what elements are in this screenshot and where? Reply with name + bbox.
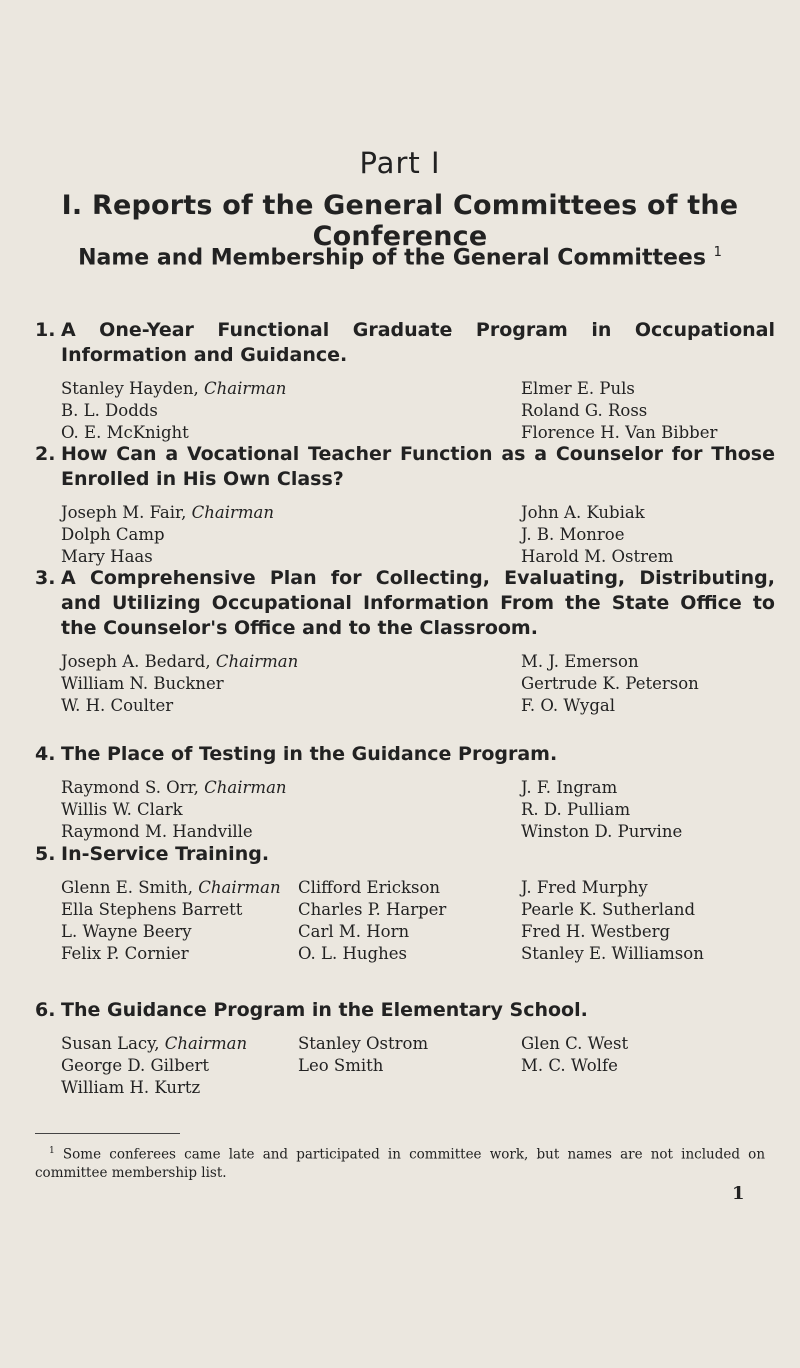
- member-name: Mary Haas: [61, 547, 153, 566]
- member-name: M. J. Emerson: [521, 652, 639, 671]
- chairman-entry: [61, 1033, 247, 1055]
- member-name: B. L. Dodds: [61, 401, 158, 420]
- chairman-role: Chairman: [215, 652, 299, 671]
- page-number: 1: [732, 1183, 745, 1204]
- member-name: W. H. Coulter: [61, 696, 174, 715]
- member-name: Roland G. Ross: [521, 401, 648, 420]
- member-name: Felix P. Cornier: [61, 944, 189, 963]
- member-name: John A. Kubiak: [521, 503, 645, 522]
- member-name: J. Fred Murphy: [521, 878, 648, 897]
- member-name: William N. Buckner: [61, 674, 224, 693]
- member-name: R. D. Pulliam: [521, 800, 631, 819]
- member-name: Willis W. Clark: [61, 800, 183, 819]
- subtitle-footnote-marker: 1: [713, 245, 722, 260]
- chairman-role: Chairman: [164, 1034, 248, 1053]
- chairman-entry: [61, 877, 281, 899]
- section-number: 3.: [35, 567, 56, 589]
- footnote: [35, 1142, 765, 1182]
- subtitle-text: Name and Membership of the General Committees: [78, 245, 706, 271]
- member-name: Pearle K. Sutherland: [521, 900, 696, 919]
- footnote-divider: [35, 1133, 180, 1134]
- section-number: 5.: [35, 843, 56, 865]
- chairman-name: Raymond S. Orr,: [61, 778, 199, 797]
- section-title: A Comprehensive Plan for Collecting, Evaluating, Distributing, and Utilizing Occupational Information From the State Office to the Counselor's Office and to the Classroom.: [61, 567, 775, 639]
- footnote-marker: 1: [49, 1146, 55, 1156]
- member-name: William H. Kurtz: [61, 1078, 201, 1097]
- member-name: Clifford Erickson: [298, 878, 441, 897]
- member-name: Stanley E. Williamson: [521, 944, 704, 963]
- member-name: Elmer E. Puls: [521, 379, 635, 398]
- member-name: O. L. Hughes: [298, 944, 407, 963]
- section-number: 6.: [35, 999, 56, 1021]
- chairman-role: Chairman: [204, 778, 287, 797]
- member-name: Raymond M. Handville: [61, 822, 253, 841]
- section-number: 4.: [35, 743, 56, 765]
- committee-section-5: [35, 842, 775, 965]
- member-name: O. E. McKnight: [61, 423, 189, 442]
- member-name: Dolph Camp: [61, 525, 165, 544]
- member-name: Fred H. Westberg: [521, 922, 671, 941]
- member-name: Carl M. Horn: [298, 922, 410, 941]
- member-name: M. C. Wolfe: [521, 1056, 618, 1075]
- committee-section-1: [35, 318, 775, 444]
- member-name: Stanley Ostrom: [298, 1034, 429, 1053]
- chairman-name: Susan Lacy,: [61, 1034, 160, 1053]
- section-title: How Can a Vocational Teacher Function as a Counselor for Those Enrolled in His Own Class?: [61, 443, 775, 490]
- chairman-entry: [61, 502, 274, 524]
- chairman-name: Stanley Hayden,: [61, 379, 199, 398]
- subtitle: [0, 245, 800, 270]
- chairman-role: Chairman: [191, 503, 274, 522]
- member-name: Ella Stephens Barrett: [61, 900, 243, 919]
- member-name: Glen C. West: [521, 1034, 629, 1053]
- member-name: Charles P. Harper: [298, 900, 447, 919]
- section-title: A One-Year Functional Graduate Program in Occupational Information and Guidance.: [61, 319, 775, 366]
- part-title: Part I: [359, 146, 441, 180]
- member-name: George D. Gilbert: [61, 1056, 210, 1075]
- member-name: F. O. Wygal: [521, 696, 616, 715]
- member-name: Harold M. Ostrem: [521, 547, 674, 566]
- committee-section-4: [35, 742, 775, 843]
- chairman-entry: [61, 378, 286, 400]
- section-title: The Guidance Program in the Elementary School.: [61, 999, 588, 1021]
- chairman-name: Joseph M. Fair,: [61, 503, 187, 522]
- section-title: In-Service Training.: [61, 843, 270, 865]
- member-name: J. B. Monroe: [521, 525, 625, 544]
- chairman-entry: [61, 651, 298, 673]
- member-name: Leo Smith: [298, 1056, 384, 1075]
- member-name: J. F. Ingram: [521, 778, 618, 797]
- main-title: I. Reports of the General Committees of the Conference: [61, 190, 739, 252]
- chairman-role: Chairman: [198, 878, 281, 897]
- member-name: Gertrude K. Peterson: [521, 674, 699, 693]
- member-name: L. Wayne Beery: [61, 922, 192, 941]
- member-name: Winston D. Purvine: [521, 822, 683, 841]
- footnote-text: Some conferees came late and participated in committee work, but names are not included on committee membership list.: [35, 1146, 766, 1181]
- committee-section-6: [35, 998, 775, 1099]
- committee-section-2: [35, 442, 775, 568]
- chairman-role: Chairman: [204, 379, 287, 398]
- member-name: Florence H. Van Bibber: [521, 423, 718, 442]
- section-title: The Place of Testing in the Guidance Program.: [61, 743, 558, 765]
- chairman-name: Joseph A. Bedard,: [61, 652, 211, 671]
- section-number: 2.: [35, 443, 56, 465]
- chairman-name: Glenn E. Smith,: [61, 878, 193, 897]
- section-number: 1.: [35, 319, 56, 341]
- committee-section-3: [35, 566, 775, 717]
- chairman-entry: [61, 777, 287, 799]
